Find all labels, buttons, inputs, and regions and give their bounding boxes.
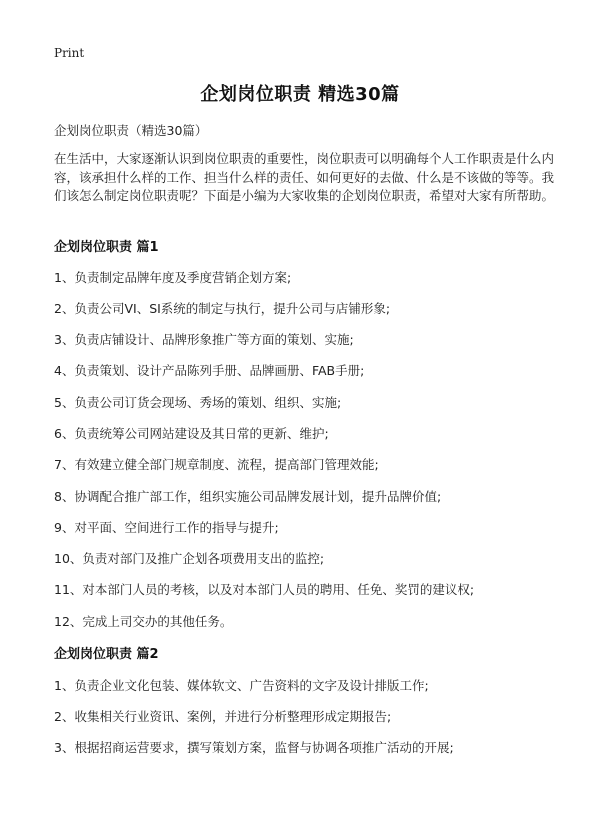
list-item: 3、负责店铺设计、品牌形象推广等方面的策划、实施;	[54, 332, 354, 347]
list-item: 11、对本部门人员的考核，以及对本部门人员的聘用、任免、奖罚的建议权;	[54, 582, 475, 597]
list-item: 3、根据招商运营要求，撰写策划方案，监督与协调各项推广活动的开展;	[54, 740, 454, 755]
print-label: Print	[54, 46, 85, 60]
list-item: 8、协调配合推广部工作，组织实施公司品牌发展计划，提升品牌价值;	[54, 489, 442, 504]
intro-paragraph: 在生活中，大家逐渐认识到岗位职责的重要性，岗位职责可以明确每个人工作职责是什么内容，该承担什么样的工作、担当什么样的责任、如何更好的去做、什么是不该做的等等。我们该怎么制定岗位职责呢？下面是小编为大家收集的企划岗位职责，希望对大家有所帮助。	[54, 151, 555, 203]
list-item: 10、负责对部门及推广企划各项费用支出的监控;	[54, 551, 325, 566]
list-item: 1、负责制定品牌年度及季度营销企划方案;	[54, 270, 292, 285]
section-heading-1: 企划岗位职责 篇1	[54, 240, 159, 255]
page-title: 企划岗位职责 精选30篇	[200, 84, 400, 105]
document-subtitle: 企划岗位职责（精选30篇）	[54, 123, 208, 138]
list-item: 2、收集相关行业资讯、案例，并进行分析整理形成定期报告;	[54, 709, 392, 724]
list-item: 6、负责统筹公司网站建设及其日常的更新、维护;	[54, 426, 329, 441]
section-heading-2: 企划岗位职责 篇2	[54, 647, 159, 662]
list-item: 1、负责企业文化包装、媒体软文、广告资料的文字及设计排版工作;	[54, 678, 429, 693]
list-item: 7、有效建立健全部门规章制度、流程，提高部门管理效能;	[54, 457, 379, 472]
list-item: 12、完成上司交办的其他任务。	[54, 614, 233, 629]
list-item: 2、负责公司VI、SI系统的制定与执行，提升公司与店铺形象;	[54, 301, 391, 316]
list-item: 5、负责公司订货会现场、秀场的策划、组织、实施;	[54, 395, 342, 410]
list-item: 9、对平面、空间进行工作的指导与提升;	[54, 520, 279, 535]
list-item: 4、负责策划、设计产品陈列手册、品牌画册、FAB手册;	[54, 363, 365, 378]
